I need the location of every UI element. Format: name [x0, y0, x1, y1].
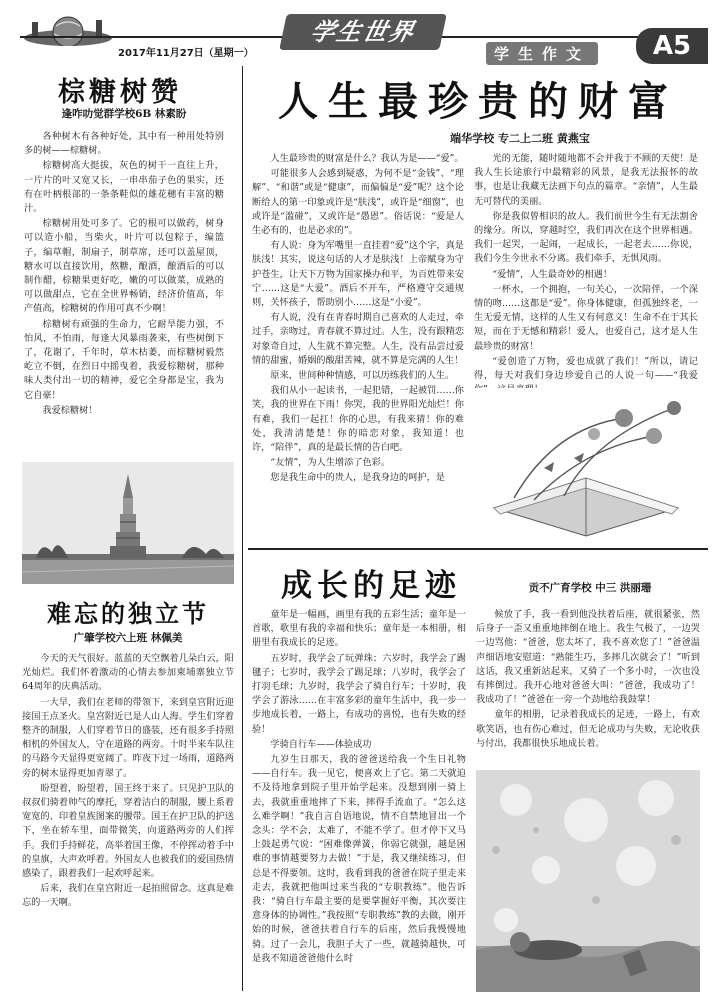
independence-article-title: 难忘的独立节 [47, 599, 209, 628]
growth-subheading: 学骑自行车——体验成功 [270, 738, 372, 750]
treasure-paragraph: 原来，世间种种情感，可以历练我们的人生。 [270, 370, 455, 382]
treasure-paragraph: 你是我似曾相识的故人。我们前世今生有无法割舍的缘分。所以，穿越时空，我们再次在这个世界相遇。我们一起哭，一起闹，一起成长，一起老去……你说，我们今生今世永不分离。我们牵手，无惧风雨。 [474, 210, 698, 265]
palm-article-byline: 逢咋叻觉群学校6B 林素盼 [61, 108, 187, 120]
treasure-column-2 [474, 152, 698, 398]
treasure-paragraph: 光的无能，随时随地都不会并我于不顾的天使！是我人生长途旅行中最精彩的风景，是我无法报怀的故事，也是让我藏无法画下句点的篇章。“亲情”，人生最无可替代的美丽。 [474, 153, 698, 207]
independence-monument-photo [22, 462, 234, 584]
growth-paragraph: 童年是一幅画，画里有我的五彩生活；童年是一首歌，歌里有我的幸福和快乐；童年是一本相册，相册里有我成长的足迹。 [252, 609, 466, 649]
growth-paragraph: 候放了手，我一看到他没扶着后座，就很紧张，然后身子一歪又重重地摔倒在地上。我生气极了，一边哭一边骂他：“爸爸，您太坏了，我不喜欢您了！”爸爸温声细语地安慰道：“熟能生巧，多摔几次就会了！”听到这话，我又重新站起来，又骑了一个多小时，一次也没有摔倒过。我开心地对爸爸大叫：“爸爸，我成功了！我成功了！”爸爸在一旁一个劲地给我鼓掌！ [476, 609, 700, 706]
child-dreaming-illustration [476, 770, 700, 992]
treasure-paragraph: “爱创造了万物，爱也成就了我们！”所以，请记得，每天对我们身边珍爱自己的人说一句——“我爱 [474, 355, 698, 382]
treasure-paragraph: 可能很多人会感到疑惑，为何不是“金钱”、“理解”、“和谐”或是“健康”，而偏偏是“爱”呢？这个论断给人的第一印象或许是“肤浅”，或许是“细窗”，也或许是“滥碰”，又或许是“愚恩”。俗话说：“爱是人生必有的，也是必求的”。 [252, 168, 464, 237]
growth-column-1 [252, 608, 466, 967]
independence-paragraph: 一大早，我们在老师的带领下，来到皇宫附近迎接国王点圣火。皇宫附近已是人山人海。学生们穿着整齐的制服，人们穿着节日的盛装，还有很多手持照相机的外国友人，守在道路的两旁。十时半来车队往的马路今天显得更宽阔了。昨夜下过一场雨，道路两旁的树木显得更加青翠了。 [22, 696, 234, 779]
page-number: A5 [636, 28, 708, 64]
treasure-article-byline: 端华学校 专二上二班 黄燕宝 [450, 132, 590, 145]
independence-paragraph: 盼望着，盼望着，国王终于来了。只见护卫队的叔叔们骑着帅气的摩托，穿着洁白的制服，腰上系着宽宽的、印着皇族图案的腰带。国王在护卫队的护送下，坐在轿车里，面带微笑，向道路两旁的人们挥手。我们手持鲜花，高举着国王像，不停挥动着手中的皇旗，大声欢呼着。外国友人也被我们的爱国热情感染了，跟着我们一起欢呼起来。 [22, 782, 234, 880]
issue-date: 2017年11月27日（星期一） [118, 48, 254, 59]
brand-logo: 学生世界 [279, 14, 447, 50]
palm-article-title: 棕糖树赞 [58, 77, 182, 108]
growth-paragraph: 童年的相册，记录着我成长的足迹，一路上，有欢歌笑语，也有伤心难过，但无论成功与失败，无论收获与付出，我都很快乐地成长着。 [476, 709, 700, 749]
growth-article-byline: 贡不广育学校 中三 洪丽珊 [528, 582, 652, 594]
palm-paragraph: 我爱棕糖树！ [42, 404, 98, 416]
treasure-column-1 [252, 152, 464, 487]
growth-article-title: 成长的足迹 [281, 568, 461, 604]
treasure-paragraph: 有人说，没有在青春时期自己喜欢的人走过，牵过手，亲吻过，青春就不算过过。人生，没有跟精恋对象奇自过，人生就不算完整。人生，没有品尝过爱情的甜蜜，婚姻的酸甜苦辣，就不算是完满的人生！ [252, 312, 464, 366]
treasure-paragraph: 我们从小一起读书，一起犯错，一起被罚……你笑，我的世界在下雨！你哭，我的世界阳光灿烂！你有难，我们一起扛！你的心思，有我来猜！你的难处，我清清楚楚！你的暗恋对象，我知道！也许，“陪伴”，真的是最长情的告白吧。 [252, 385, 464, 454]
independence-paragraph: 后来，我们在皇宫附近一起拍照留念。这真是难忘的一天啊。 [22, 883, 234, 909]
palm-paragraph: 棕糖树用处可多了。它的根可以做药，树身可以造小船，当柴火，叶片可以包粽子，编篮子，编草帽，制扇子，制草席，还可以盖屋顶，糖水可以直接饮用，熬糖，酿酒，酿酒后的可以制作醋，棕糖果更好吃，嫩的可以做菜，成熟的可以做甜点，它在全世界畅销，经济价值高，年产值高，棕糖树的作用可真不少啊！ [24, 218, 224, 315]
independence-article-byline: 广肇学校六上班 林佩美 [73, 632, 183, 644]
palm-paragraph: 各种树木有各种好处，其中有一种用处特别多的树——棕糖树。 [24, 131, 224, 157]
treasure-paragraph: 人生最珍贵的财富是什么？我认为是——“爱”。 [270, 153, 464, 164]
section-name: 学生作文 [486, 42, 598, 65]
treasure-paragraph: 有人说：身为军嘴里一直挂着“爱”这个字，真是肤浅！其实，说这句话的人才是肤浅！上帝赋身为守护苍生，让天下万物为国家操办和平，为百姓带来安宁……这是“大爱”。酒后不开车，严格遵守交通规则，关怀孩子，帮助别小……这是“小爱”。 [252, 240, 464, 309]
globe-illustration-icon [22, 12, 114, 46]
treasure-paragraph: 您是我生命中的贵人，是我身边的呵护，是 [270, 472, 445, 484]
treasure-paragraph: “爱情”，人生最奇妙的相遇！ [492, 268, 613, 280]
growth-paragraph: 五岁时，我学会了玩弹珠；六岁时，我学会了踢毽子；七岁时，我学会了踢足球；八岁时，我学会了打羽毛球；九岁时，我学会了骑自行车；十岁时，我学会了游泳……在丰富多彩的童年生活中，我一步一步地成长着，一路上，有成功的喜悦，也有失败的经验！ [252, 652, 466, 735]
palm-paragraph: 棕糖树高大挺拔，灰色的树干一直往上升，一片片的叶又宽又长，一串串茄子色的果实，还有在叶柄根部的一条条鞋似的雄花穗有丰富的糖汁。 [24, 160, 224, 215]
treasure-article-title: 人生最珍贵的财富 [278, 78, 678, 125]
independence-article-body [22, 652, 234, 912]
palm-paragraph: 棕糖树有顽强的生命力，它耐旱能力强，不怕风，不怕雨，每逢大风暴雨袭来，有些树倒下了，花谢了，千年时，草木枯萎，而棕糖树毅然屹立不倒，在烈日中摇曳着，我爱棕糖树，那种味人类付出一切的精神，爱它全身都是宝，我为它自豪！ [24, 318, 224, 401]
palm-article-body [24, 130, 224, 419]
treasure-paragraph: 一杯水，一个拥抱，一句关心，一次陪伴，一个深情的吻……这都是“爱”。你身体健康，但孤独终老，一生无爱无情，这样的人生又有何意义！生命不在于其长短，而在于无憾和精彩！爱人，也爱自己，这才是人生最珍贵的财富！ [474, 283, 698, 352]
growth-paragraph: 九岁生日那天，我的爸爸送给我一个生日礼物——自行车。我一见它，便喜欢上了它。第二天就迫不及待地拿到院子里开始学起来。没想到刚一骑上去，我就重重地摔了下来，摔得手流血了。“怎么这么难学啊！”我自言自语地说，情不自禁地冒出一个念头：学不会，太难了，不能不学了。但才停下又马上鼓起勇气说：“困难像弹簧，你弱它就强，越是困难的事情越要努力去做！”于是，我又继续练习，但总是不得要领。这时，我看到我的爸爸在院子里走来走去，我就把他叫过来当我的“专职教练”。他告诉我：“骑自行车最主要的是要掌握好平衡，其次要注意身体的协调性。”我按照“专职教练”教的去做，刚开始的时候，爸爸扶着自行车的后座，然后我慢慢地骑。过了一会儿，我胆子大了一些，就越骑越快，可是我不知道爸爸他什么时 [252, 754, 466, 964]
page-header [0, 0, 720, 70]
treasure-paragraph: “友情”，为人生增添了色彩。 [270, 457, 391, 469]
growth-column-2 [476, 608, 700, 752]
column-divider [242, 66, 243, 991]
book-flowers-illustration [474, 388, 698, 538]
section-divider [248, 548, 708, 550]
independence-paragraph: 今天的天气很好。蓝蓝的天空飘着几朵白云，阳光灿烂。我们怀着激动的心情去参加柬埔寨独立节64周年的庆典活动。 [22, 653, 234, 693]
